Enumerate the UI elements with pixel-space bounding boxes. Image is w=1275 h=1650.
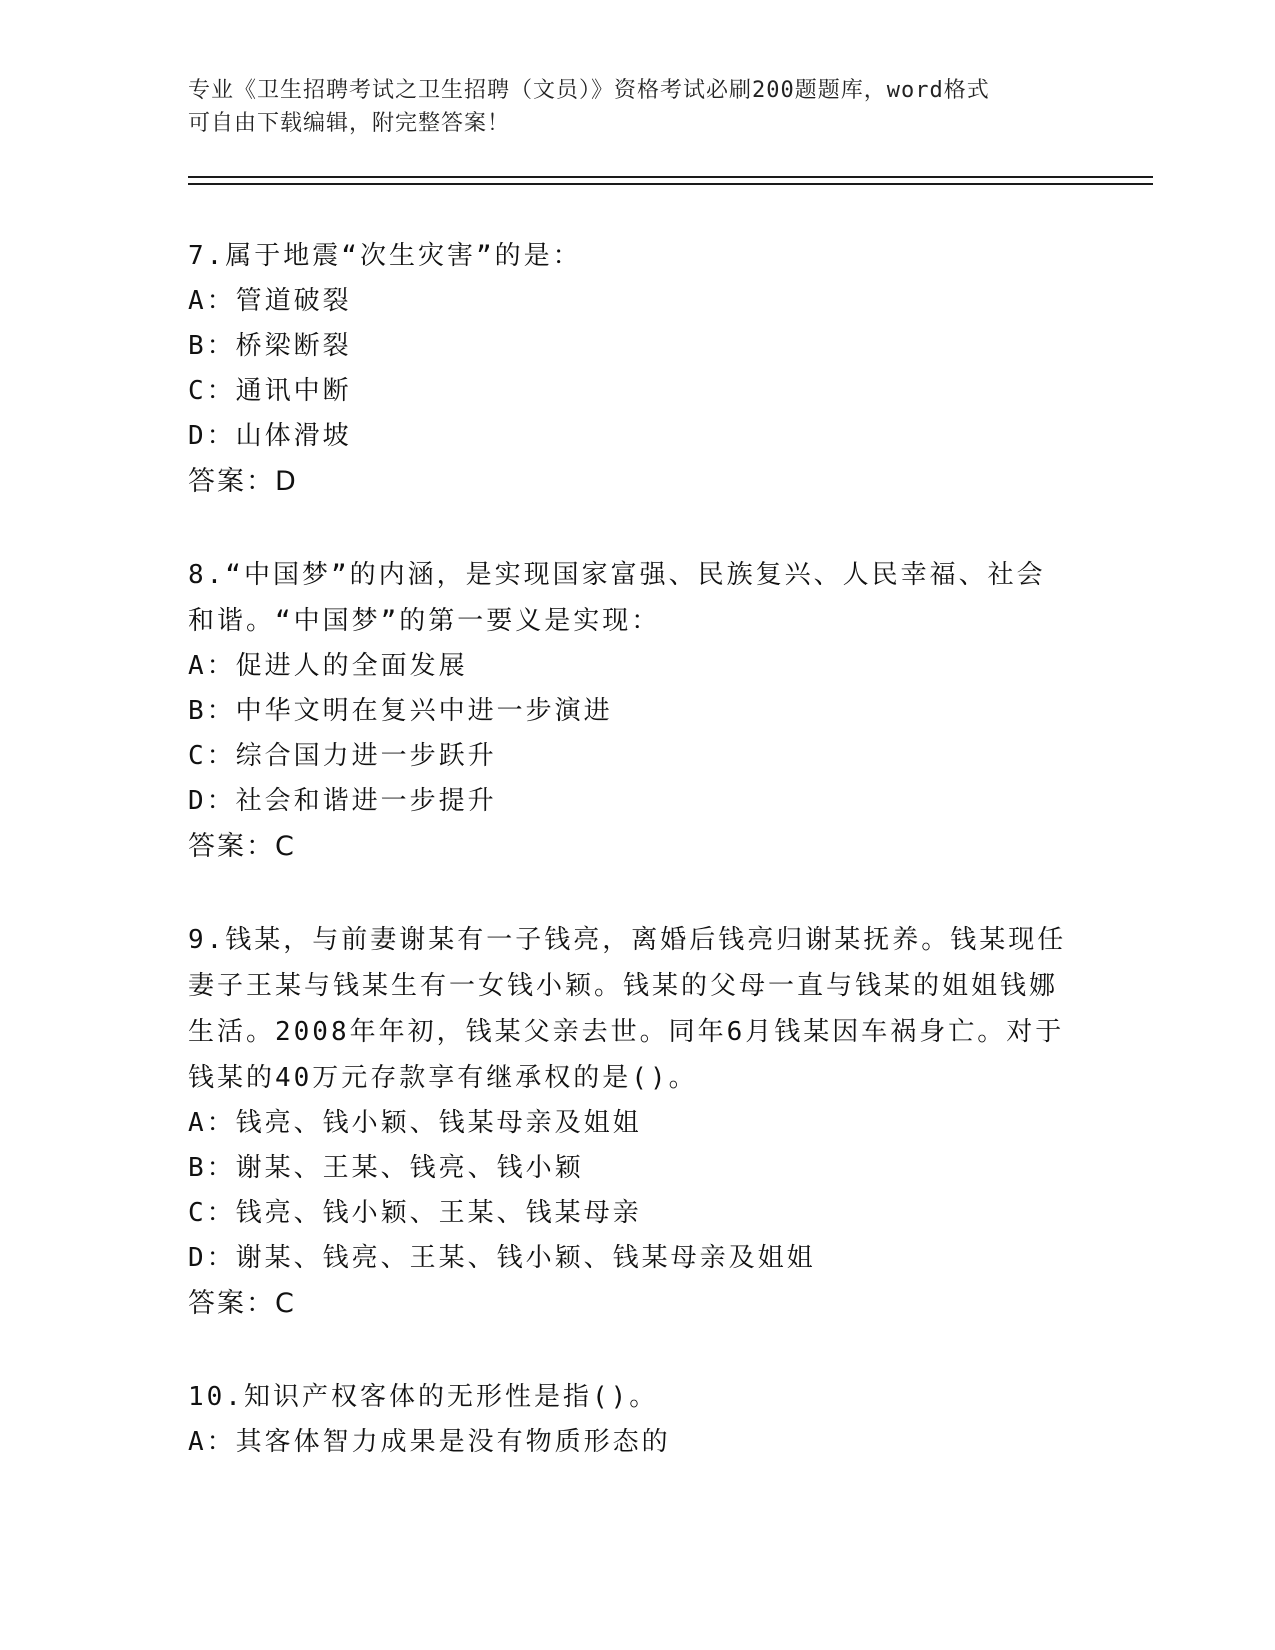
answer-option: A：钱亮、钱小颖、钱某母亲及姐姐 [188, 1108, 642, 1138]
question-block [188, 917, 1088, 1327]
answer-option: A：其客体智力成果是没有物质形态的 [188, 1427, 671, 1457]
answer-key: 答案：C [188, 1288, 296, 1319]
question-list [188, 233, 1088, 1512]
question-block [188, 233, 1088, 505]
answer-option: D：山体滑坡 [188, 421, 352, 451]
answer-option: D：社会和谐进一步提升 [188, 786, 497, 816]
question-text: 生活。2008年年初，钱某父亲去世。同年6月钱某因车祸身亡。对于 [188, 1017, 1065, 1047]
answer-option: A：管道破裂 [188, 286, 352, 316]
question-text: 10.知识产权客体的无形性是指()。 [188, 1382, 659, 1412]
question-text: 妻子王某与钱某生有一女钱小颖。钱某的父母一直与钱某的姐姐钱娜 [188, 971, 1059, 1001]
question-text: 9.钱某，与前妻谢某有一子钱亮，离婚后钱亮归谢某抚养。钱某现任 [188, 925, 1067, 955]
question-text: 7.属于地震“次生灾害”的是： [188, 241, 582, 271]
answer-key: 答案：C [188, 831, 296, 862]
document-header [188, 74, 1088, 140]
header-line-1: 专业《卫生招聘考试之卫生招聘（文员）》资格考试必刷200题题库，word格式 [188, 78, 990, 103]
answer-option: A：促进人的全面发展 [188, 651, 468, 681]
header-divider-top [188, 176, 1153, 178]
question-text: 钱某的40万元存款享有继承权的是()。 [188, 1063, 698, 1093]
answer-option: C：钱亮、钱小颖、王某、钱某母亲 [188, 1198, 642, 1228]
answer-option: B：谢某、王某、钱亮、钱小颖 [188, 1153, 584, 1183]
header-line-2: 可自由下载编辑，附完整答案！ [188, 111, 511, 136]
answer-option: C：综合国力进一步跃升 [188, 741, 497, 771]
answer-option: C：通讯中断 [188, 376, 352, 406]
question-block [188, 1374, 1088, 1465]
answer-key: 答案：D [188, 466, 298, 497]
header-divider-bottom [188, 183, 1153, 185]
question-block [188, 552, 1088, 870]
answer-option: D：谢某、钱亮、王某、钱小颖、钱某母亲及姐姐 [188, 1243, 816, 1273]
question-text: 8.“中国梦”的内涵，是实现国家富强、民族复兴、人民幸福、社会 [188, 560, 1046, 590]
answer-option: B：桥梁断裂 [188, 331, 352, 361]
question-text: 和谐。“中国梦”的第一要义是实现： [188, 606, 661, 636]
answer-option: B：中华文明在复兴中进一步演进 [188, 696, 613, 726]
